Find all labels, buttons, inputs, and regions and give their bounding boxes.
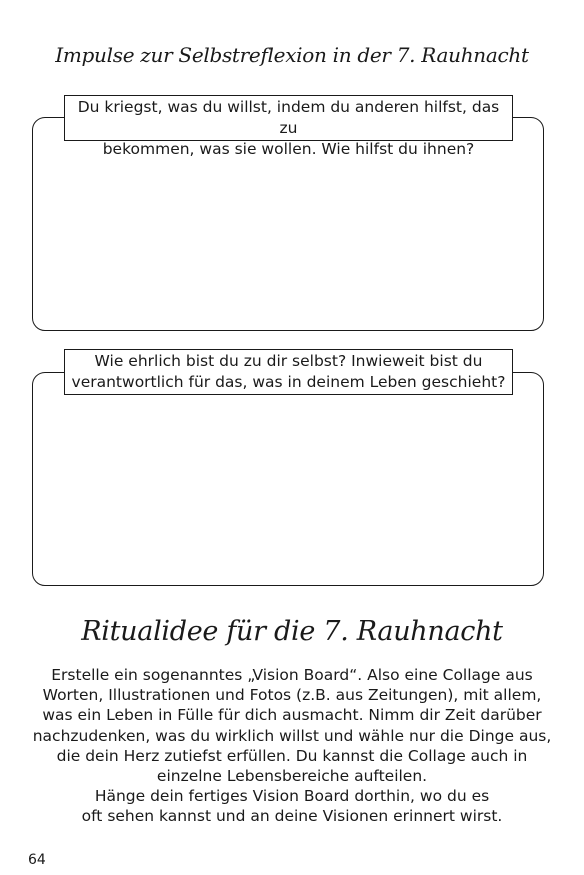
- ritual-line: was ein Leben in Fülle für dich ausmacht. Nimm dir Zeit darüber: [42, 706, 542, 725]
- page-title: Impulse zur Selbstreflexion in der 7. Rauhnacht: [55, 43, 529, 67]
- reflection-prompt-1: [64, 95, 513, 158]
- ritual-line: Worten, Illustrationen und Fotos (z.B. aus Zeitungen), mit allem,: [42, 686, 542, 705]
- ritual-line: nachzudenken, was du wirklich willst und wähle nur die Dinge aus,: [32, 726, 552, 745]
- reflection-prompt-1-line-2: bekommen, was sie wollen. Wie hilfst du ihnen?: [102, 140, 475, 158]
- ritual-line: Erstelle ein sogenanntes „Vision Board“. Also eine Collage aus: [51, 666, 533, 684]
- page-number: 64: [28, 852, 46, 868]
- ritual-line: Hänge dein fertiges Vision Board dorthin, wo du es: [94, 787, 490, 806]
- reflection-prompt-2-line-2: verantwortlich für das, was in deinem Leben geschieht?: [71, 373, 506, 391]
- ritual-line: einzelne Lebensbereiche aufteilen.: [156, 767, 428, 786]
- reflection-prompt-1-line-1: Du kriegst, was du willst, indem du anderen hilfst, das zu: [77, 98, 500, 137]
- reflection-writing-area-2[interactable]: [32, 372, 544, 586]
- reflection-prompt-2: [64, 349, 513, 395]
- ritual-line: oft sehen kannst und an deine Visionen erinnert wirst.: [81, 807, 503, 826]
- ritual-description: [20, 665, 564, 827]
- ritual-title: Ritualidee für die 7. Rauhnacht: [81, 616, 503, 647]
- ritual-line: die dein Herz zutiefst erfüllen. Du kannst die Collage auch in: [56, 746, 528, 765]
- reflection-prompt-2-line-1: Wie ehrlich bist du zu dir selbst? Inwieweit bist du: [94, 352, 483, 370]
